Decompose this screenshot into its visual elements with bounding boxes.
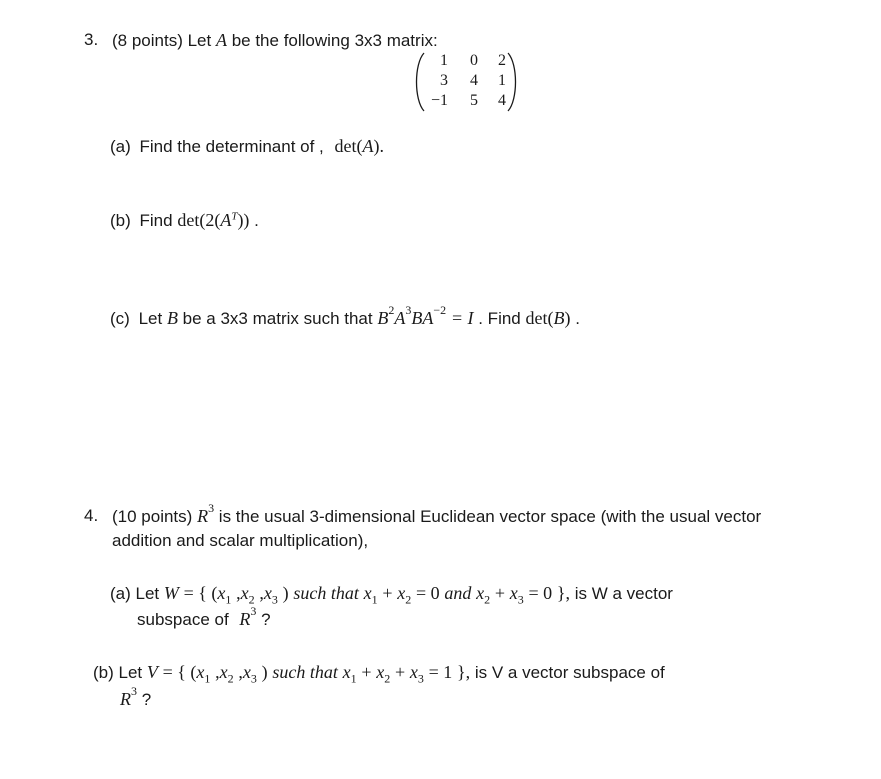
q4a-label: (a) (110, 584, 131, 603)
q3-intro-text: (8 points) Let (112, 31, 212, 50)
q4b-line1 (93, 662, 665, 686)
q4b-r: R (120, 689, 131, 709)
q3b-close: )) (237, 210, 250, 230)
q4a-c2-x3-sub: 3 (517, 592, 524, 607)
q3b-label: (b) (110, 211, 131, 230)
q4b-r-exp: 3 (131, 684, 137, 699)
matrix-cell: 4 (498, 92, 506, 109)
q3c-eq-mid: BA (411, 308, 434, 328)
q4-number: 4. (84, 506, 99, 525)
q4-line1-tail: is the usual 3-dimensional Euclidean vector space (with the usual vector (218, 507, 762, 526)
matrix-cell: 1 (440, 52, 448, 69)
q3a-det: det( (334, 136, 363, 156)
q4a-c2-plus: + (494, 583, 505, 603)
q4b-c-x2: x (376, 662, 385, 682)
matrix-cell: 1 (498, 72, 506, 89)
matrix-cell: 4 (470, 72, 478, 89)
q4b-c-x3-sub: 3 (417, 671, 424, 686)
q3c-det-close: ) (564, 308, 571, 328)
q4b-set-close: }, (456, 662, 471, 682)
q4b-tail: is V a vector subspace of (474, 663, 665, 682)
q3b-var: A (220, 210, 232, 230)
q4b-close-paren: ) (261, 662, 268, 682)
q4-points: (10 points) (112, 507, 193, 526)
matrix-cell: −1 (430, 92, 448, 109)
q4a-line1 (110, 583, 673, 607)
q3b (110, 210, 259, 231)
q3b-sup: T (231, 210, 238, 223)
q4a-line2-text: subspace of (137, 610, 229, 629)
q4a-c2-x2: x (476, 583, 485, 603)
q4b-x1-sub: 1 (204, 671, 211, 686)
q4-intro-line2: addition and scalar multiplication), (112, 531, 369, 550)
q4a-comma1: , (236, 583, 241, 603)
q3c-det: det( (525, 308, 554, 328)
q4a-c2-x3: x (509, 583, 518, 603)
q4a-r: R (239, 609, 251, 629)
q3b-end: . (254, 211, 259, 230)
q4b-c-x1-sub: 1 (350, 671, 357, 686)
q4a-and: and (444, 583, 472, 603)
q3c-det-var: B (553, 308, 565, 328)
q4a-r-exp: 3 (250, 604, 257, 619)
q4a-c2-x2-sub: 2 (484, 592, 491, 607)
q4a-let: Let (135, 584, 160, 603)
q3c-text1: Let (138, 309, 163, 328)
q4a-x2-sub: 2 (248, 592, 255, 607)
q4a-set-close: }, (556, 583, 570, 603)
right-paren (506, 52, 520, 112)
q4b-c-eq: = 1 (428, 662, 453, 682)
q3-var-a: A (215, 30, 227, 50)
q4b-x1: x (196, 662, 205, 682)
q4a-comma2: , (259, 583, 264, 603)
q3-intro-tail: be the following 3x3 matrix: (231, 31, 438, 50)
q4a-x3: x (263, 583, 272, 603)
q3a-close: ). (373, 136, 385, 156)
matrix-a (412, 52, 520, 112)
q3c (110, 303, 580, 329)
q4-r-exp: 3 (208, 501, 215, 516)
q4a-c1-x1-sub: 1 (371, 592, 378, 607)
q4b-comma2: , (238, 662, 243, 682)
q4-intro-line1 (112, 501, 762, 527)
q3-intro (112, 30, 438, 51)
q4a-tail: is W a vector (574, 584, 673, 603)
q3c-end: . (575, 309, 580, 328)
q4b-label: (b) (93, 663, 114, 682)
q4b-line2 (120, 684, 152, 710)
q4a-c2-eq: = 0 (528, 583, 553, 603)
q4a-c1-x2: x (397, 583, 406, 603)
q4b-such-that: such that (272, 662, 338, 682)
q4a-x2: x (240, 583, 249, 603)
q3c-eq-b: B (377, 308, 389, 328)
q4b-comma1: , (215, 662, 220, 682)
q4b-x3: x (242, 662, 251, 682)
q4b-c-x3: x (409, 662, 418, 682)
q4b-q: ? (141, 690, 152, 709)
q4b-x2-sub: 2 (227, 671, 234, 686)
q3a (110, 136, 384, 157)
matrix-cell: 5 (470, 92, 478, 109)
q3-number: 3. (84, 30, 99, 49)
q3c-eq-a-exp: 3 (405, 303, 412, 318)
q3b-det: det(2( (177, 210, 221, 230)
q3c-label: (c) (110, 309, 130, 328)
q4a-c1-x1: x (363, 583, 372, 603)
q4b-v: V (146, 662, 158, 682)
q4a-set-open: = { ( (183, 583, 218, 603)
q4a-q: ? (261, 610, 271, 629)
q3a-label: (a) (110, 137, 131, 156)
q4a-c1-x2-sub: 2 (405, 592, 412, 607)
q3c-var-b: B (166, 308, 178, 328)
q4a-c1-plus: + (382, 583, 393, 603)
q4a-x1: x (217, 583, 226, 603)
q4-r: R (197, 506, 209, 526)
q3c-eq-mid-exp: −2 (433, 303, 447, 318)
q3c-text2: be a 3x3 matrix such that (182, 309, 373, 328)
q4a-close-paren: ) (282, 583, 289, 603)
q4a-x1-sub: 1 (225, 592, 232, 607)
q3c-eq-a: A (394, 308, 406, 328)
q4b-c-x1: x (342, 662, 351, 682)
q3c-eq-b-exp: 2 (388, 303, 395, 318)
q4a-line2 (137, 604, 271, 630)
q3a-var: A (362, 136, 374, 156)
q3c-text3: . Find (478, 309, 521, 328)
q4b-c-plus2: + (394, 662, 406, 682)
q4a-such-that: such that (293, 583, 359, 603)
q4b-c-plus1: + (361, 662, 372, 682)
q4b-c-x2-sub: 2 (384, 671, 391, 686)
q4b-x3-sub: 3 (250, 671, 257, 686)
q4a-w: W (163, 583, 179, 603)
matrix-cell: 3 (440, 72, 448, 89)
q4b-set-open: = { ( (162, 662, 197, 682)
q4a-x3-sub: 3 (271, 592, 278, 607)
q3a-text: Find the determinant of , (139, 137, 324, 156)
q4b-x2: x (219, 662, 228, 682)
q4b-let: Let (118, 663, 143, 682)
q4a-c1-eq: = 0 (415, 583, 440, 603)
q3c-eq-rhs: = I (450, 308, 474, 328)
matrix-cell: 0 (470, 52, 478, 69)
matrix-cell: 2 (498, 52, 506, 69)
q3b-text: Find (139, 211, 173, 230)
